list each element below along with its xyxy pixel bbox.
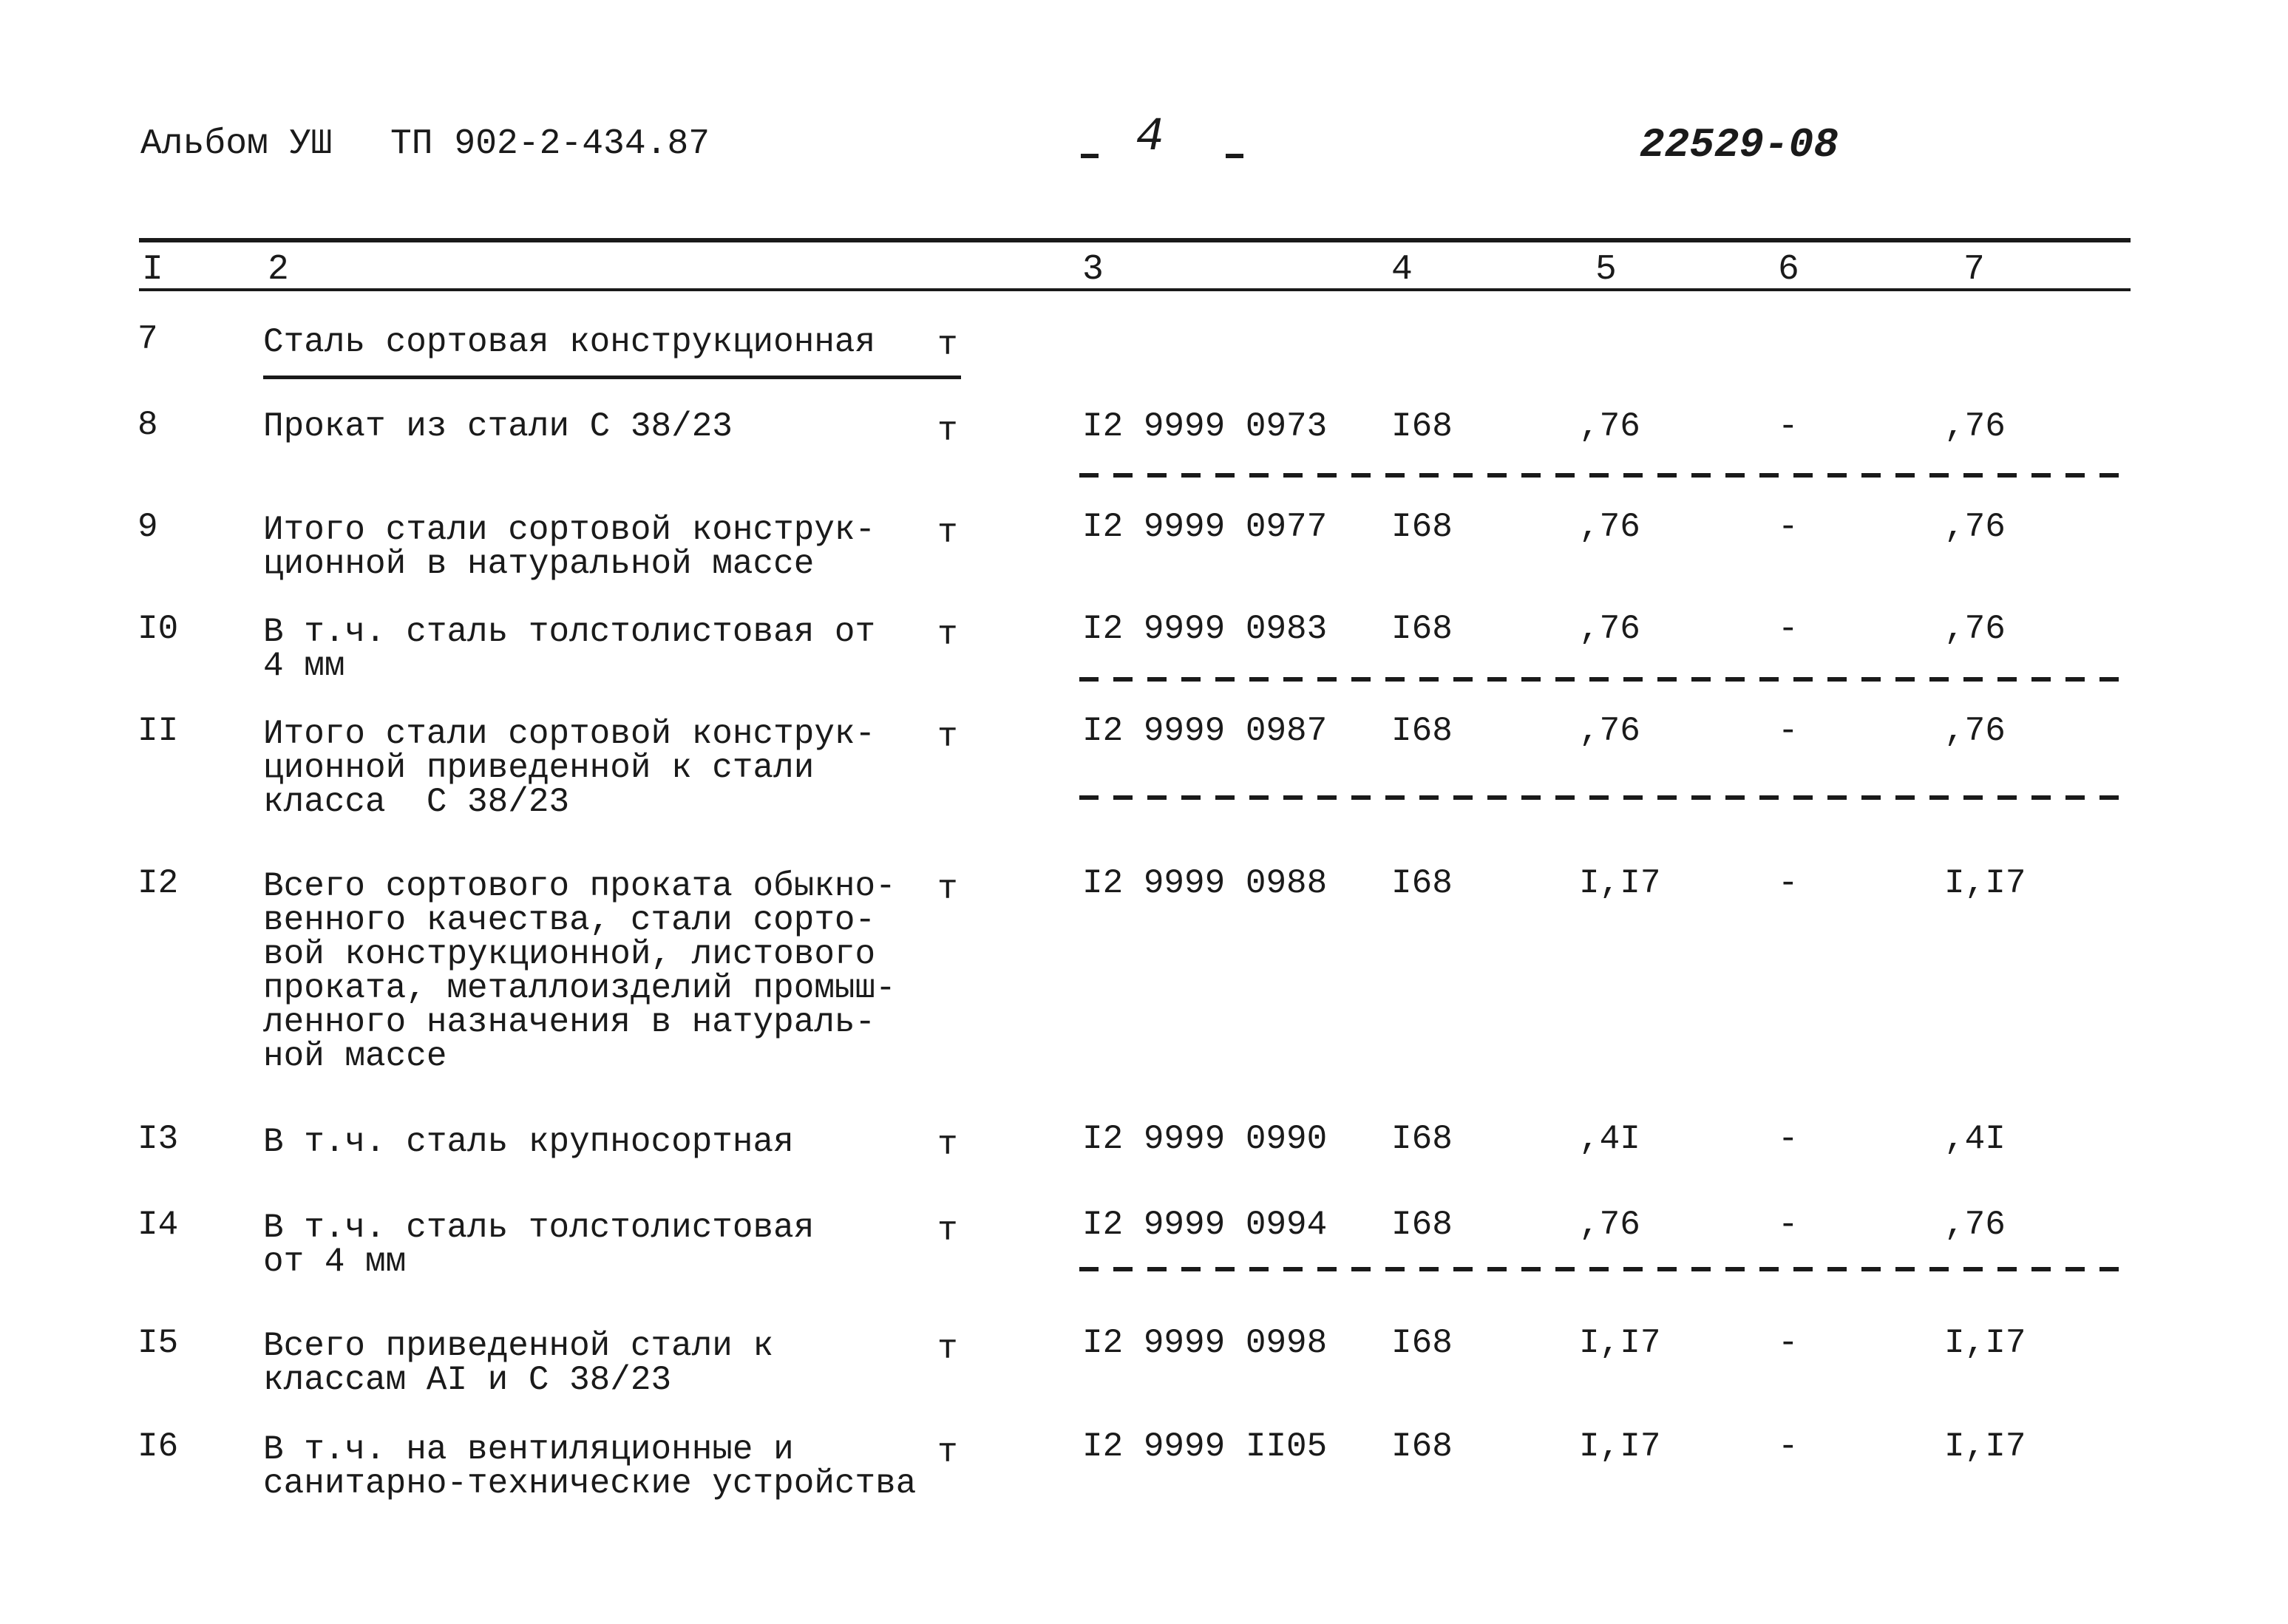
row-col5: ,76	[1579, 712, 1640, 750]
row-col7: I,I7	[1944, 1427, 2026, 1466]
row-col6: -	[1778, 712, 1799, 750]
row-unit: т	[937, 616, 958, 654]
dashed-rule	[1079, 795, 2133, 800]
document-number: 22529-08	[1640, 121, 1839, 169]
page-number: 4	[1135, 111, 1164, 164]
row-col7: ,76	[1944, 407, 2006, 446]
row-unit: т	[937, 718, 958, 756]
row-col4: I68	[1391, 407, 1453, 446]
row-col7: I,I7	[1944, 864, 2026, 903]
row-col6: -	[1778, 610, 1799, 648]
row-col7: I,I7	[1944, 1324, 2026, 1362]
row-col4: I68	[1391, 1206, 1453, 1244]
row-col5: ,76	[1579, 610, 1640, 648]
row-col6: -	[1778, 407, 1799, 446]
row-name: Всего сортового проката обыкно- венного качества, стали сорто- вой конструкционной, листового проката, металлоизделий промыш- ленного назначения в натураль- ной массе	[263, 867, 896, 1076]
row-col5: ,76	[1579, 407, 1640, 446]
column-header-7: 7	[1963, 250, 1985, 290]
row-unit: т	[937, 1330, 958, 1368]
column-header-4: 4	[1391, 250, 1413, 290]
row-number: I0	[138, 610, 179, 648]
row-unit: т	[937, 870, 958, 908]
row-col7: ,4I	[1944, 1120, 2006, 1158]
row-name: В т.ч. сталь толстолистовая от 4 мм	[263, 1209, 815, 1281]
project-code: ТП 902-2-434.87	[390, 124, 710, 164]
row-col7: ,76	[1944, 712, 2006, 750]
row-col7: ,76	[1944, 1206, 2006, 1244]
row-col6: -	[1778, 508, 1799, 546]
row-code: I2 9999 0973	[1082, 407, 1328, 446]
row-col7: ,76	[1944, 610, 2006, 648]
row-name: Сталь сортовая конструкционная	[263, 323, 876, 361]
column-header-5: 5	[1595, 250, 1617, 290]
table-header-rule	[139, 288, 2131, 291]
row-number: I5	[138, 1324, 179, 1362]
row-col6: -	[1778, 1427, 1799, 1466]
row-name: Итого стали сортовой конструк- ционной в натуральной массе	[263, 511, 876, 583]
row-code: I2 9999 0998	[1082, 1324, 1328, 1362]
row-unit: т	[937, 326, 958, 364]
dashed-rule	[1079, 473, 2133, 478]
row-number: 9	[138, 508, 158, 546]
row-code: I2 9999 0994	[1082, 1206, 1328, 1244]
row-col4: I68	[1391, 1324, 1453, 1362]
row-code: I2 9999 0987	[1082, 712, 1328, 750]
row-code: I2 9999 0990	[1082, 1120, 1328, 1158]
row-name: Всего приведенной стали к классам AI и С 38/23	[263, 1327, 774, 1399]
row-unit: т	[937, 412, 958, 450]
column-header-6: 6	[1778, 250, 1799, 290]
dashed-rule	[1079, 1267, 2133, 1271]
column-header-2: 2	[268, 250, 289, 290]
row-col4: I68	[1391, 712, 1453, 750]
row-col4: I68	[1391, 1120, 1453, 1158]
row-col6: -	[1778, 1206, 1799, 1244]
row-col5: I,I7	[1579, 1324, 1661, 1362]
row-number: 7	[138, 320, 158, 359]
row-col4: I68	[1391, 508, 1453, 546]
row-number: I2	[138, 864, 179, 903]
row-name: В т.ч. на вентиляционные и санитарно-технические устройства	[263, 1430, 917, 1503]
column-header-1: I	[142, 250, 163, 290]
row-col5: ,76	[1579, 1206, 1640, 1244]
row-name: Итого стали сортовой конструк- ционной приведенной к стали класса С 38/23	[263, 715, 876, 821]
row-number: I6	[138, 1427, 179, 1466]
row-col6: -	[1778, 1324, 1799, 1362]
row-col6: -	[1778, 1120, 1799, 1158]
album-label: Альбом УШ	[140, 124, 333, 164]
dashed-rule	[1079, 677, 2133, 682]
row-unit: т	[937, 1212, 958, 1250]
row-col5: I,I7	[1579, 1427, 1661, 1466]
row-name: Прокат из стали С 38/23	[263, 407, 733, 446]
row-col7: ,76	[1944, 508, 2006, 546]
row-code: I2 9999 0983	[1082, 610, 1328, 648]
page-number-dash-left	[1081, 154, 1099, 158]
page-number-dash-right	[1226, 154, 1243, 158]
row-code: I2 9999 0977	[1082, 508, 1328, 546]
row-col4: I68	[1391, 864, 1453, 903]
row-number: 8	[138, 406, 158, 444]
row-name: В т.ч. сталь толстолистовая от 4 мм	[263, 613, 876, 685]
row-col4: I68	[1391, 1427, 1453, 1466]
row-name: В т.ч. сталь крупносортная	[263, 1123, 794, 1161]
row-unit: т	[937, 1126, 958, 1164]
column-header-3: 3	[1082, 250, 1104, 290]
row-number: I3	[138, 1120, 179, 1158]
row-number: I4	[138, 1206, 179, 1244]
row-unit: т	[937, 1433, 958, 1472]
row-code: I2 9999 0988	[1082, 864, 1328, 903]
table-top-rule	[139, 238, 2131, 242]
row-col4: I68	[1391, 610, 1453, 648]
row-code: I2 9999 II05	[1082, 1427, 1328, 1466]
section-underline	[263, 376, 961, 379]
row-col5: I,I7	[1579, 864, 1661, 903]
row-col5: ,4I	[1579, 1120, 1640, 1158]
row-col6: -	[1778, 864, 1799, 903]
row-unit: т	[937, 514, 958, 552]
row-col5: ,76	[1579, 508, 1640, 546]
row-number: II	[138, 712, 179, 750]
